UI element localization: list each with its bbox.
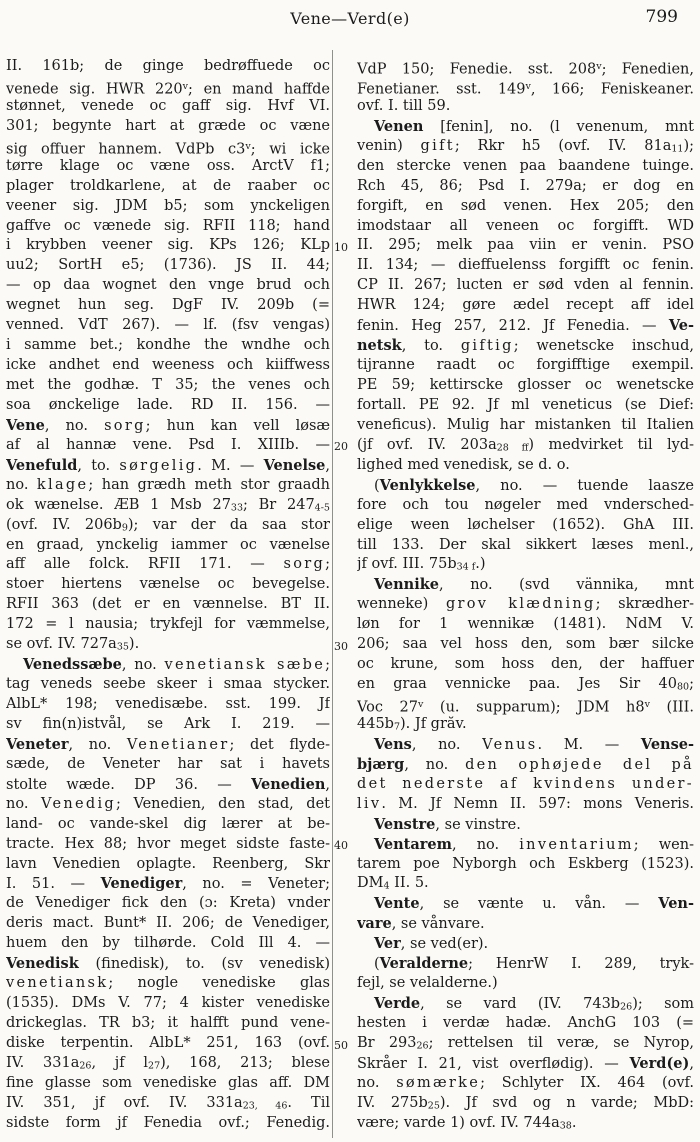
line-ref: 26: [79, 1060, 92, 1072]
line-ref: 25: [427, 1100, 440, 1112]
text-line: Venen [fenin], no. (l venenum, mnt: [374, 117, 694, 135]
right-column: [357, 57, 694, 1134]
text-line: huem den by tilhørde. Cold Ill 4. —: [6, 935, 330, 952]
text-line: fortall. PE 92. Jf ml veneticus (se Dief:: [357, 396, 694, 413]
text-line: stoer hiertens vænelse oc bevegelse.: [6, 576, 330, 593]
definition-text: sømærke: [396, 1074, 481, 1091]
headword: Venefuld: [6, 456, 78, 474]
text-line: till 133. Der skal sikkert læses menl.,: [357, 536, 694, 553]
text-line: uu2; SortH e5; (1736). JS II. 44;: [6, 257, 330, 274]
text-line: Ver, se ved(er).: [374, 935, 489, 953]
headword: Vens: [374, 735, 412, 753]
text-line: tørre klage oc væne oss. ArctV f1;: [6, 157, 330, 174]
text-line: (Venlykkelse, no. — tuende laasze: [374, 476, 694, 494]
text-line: CP II. 267; lucten er sød vden al fennin.: [357, 277, 694, 294]
text-line: netsk, to. giftig; wenetscke inschud,: [357, 337, 694, 355]
text-line: lighed med venedisk, se d. o.: [357, 456, 570, 473]
line-ref: 4-5: [314, 502, 330, 514]
definition-text: det nederste af kvindens under-: [357, 775, 694, 792]
text-line: løn for 1 wennikæ (1481). NdM V.: [357, 616, 694, 633]
text-line: (1535). DMs V. 77; 4 kister venediske: [6, 995, 330, 1012]
headword: Venen: [374, 117, 424, 135]
definition-text: sorg: [283, 556, 326, 573]
text-line: lavn Venedien oplagte. Reenberg, Skr: [6, 855, 330, 872]
text-line: ok wænelse. ÆB 1 Msb 2733; Br 2474-5: [6, 496, 330, 514]
superscript-ref: v: [418, 699, 424, 710]
text-line: aff alle folck. RFII 171. — sorg;: [6, 556, 330, 573]
text-line: PE 59; kettirscke glosser oc wenetscke: [357, 377, 694, 393]
text-line: no. Venedig; Venedien, den stad, det: [6, 795, 330, 812]
headword: Ve-: [668, 317, 694, 335]
text-line: drickeglas. TR b3; it halfft pund vene-: [6, 1015, 330, 1031]
text-line: VdP 150; Fenedie. sst. 208$^v$; Fenedien,: [357, 61, 694, 77]
definition-text: giftig: [460, 338, 514, 355]
definition-text: grov klædning: [445, 596, 596, 613]
definition-text: gift: [420, 137, 455, 154]
text-line: IV. 331a26, jf l27), 168, 213; blese: [6, 1054, 330, 1072]
text-line: Verde, se vard (IV. 743b26); som: [374, 995, 694, 1013]
text-line: Vennike, no. (svd vännika, mnt: [374, 576, 694, 594]
headword: Venstre: [374, 815, 436, 833]
text-line: wegnet hun seg. DgF IV. 209b (=: [6, 297, 330, 314]
text-line: tag veneds seebe skeer i smaa stycker.: [6, 676, 330, 693]
headword: vare: [357, 915, 392, 933]
line-ref: 26: [416, 1040, 429, 1052]
text-line: Venefuld, to. sørgelig. M. — Venelse,: [6, 456, 330, 474]
text-line: soa ønckelige lade. RD II. 156. —: [6, 396, 330, 413]
headword: Vene: [6, 416, 45, 434]
text-line: se ovf. IV. 727a35).: [6, 636, 140, 653]
text-line: deris mact. Bunt* II. 206; de Venediger,: [6, 915, 330, 932]
headword: netsk: [357, 337, 402, 355]
text-line: — op daa wognet den vnge brud och: [6, 277, 330, 294]
text-line: 301; begynte hart at græde oc væne: [6, 117, 330, 134]
text-line: forgift, en sød venen. Hex 205; den: [357, 197, 694, 214]
definition-text: venetiansk: [6, 975, 109, 992]
line-ref: 26: [620, 1001, 633, 1013]
headword: Vense-: [640, 735, 694, 753]
text-line: Voc 27$^v$ (u. supparum); JDM h8$^v$ (III.: [357, 699, 694, 715]
definition-text: Venetianer: [126, 736, 230, 753]
superscript-ref: v: [644, 699, 650, 710]
text-line: no. klage; han grædh meth stor graadh: [6, 476, 330, 493]
text-line: fenin. Heg 257, 212. Jf Fenedia. — Ve-: [357, 317, 694, 335]
text-line: AlbL* 198; venedisæbe. sst. 199. Jf: [6, 696, 330, 712]
definition-text: sørgelig: [119, 457, 198, 474]
left-column: [6, 57, 330, 1134]
text-line: 445b7). Jf grăv.: [357, 715, 467, 733]
text-line: Ventarem, no. inventarium; wen-: [374, 835, 694, 853]
text-line: venin) gift; Rkr h5 (ovf. IV. 81a11);: [357, 137, 694, 155]
text-line: den stercke venen paa baandene tuinge.: [357, 157, 694, 174]
text-line: II. 134; — dieffuelenss forgifft oc fenin.: [357, 257, 694, 274]
line-number-marker: 50: [334, 1038, 348, 1052]
headword: Venediger: [100, 875, 183, 893]
text-line: (Veralderne; HenrW I. 289, tryk-: [374, 955, 694, 973]
text-line: sig offuer hannem. VdPb c3$^v$; wi icke: [6, 140, 330, 157]
text-line: [357, 775, 694, 795]
line-number-marker: 10: [334, 240, 348, 254]
text-line: fine glasse som venediske glas aff. DM: [6, 1074, 330, 1091]
headword: Venlykkelse: [379, 476, 476, 494]
superscript-ref: v: [525, 80, 531, 92]
text-line: venetiansk; nogle venediske glas: [6, 975, 330, 992]
text-line: en graad, ynckelig iammer oc vænelse: [6, 536, 330, 553]
text-line: i samme bet.; kondhe the wndhe och: [6, 337, 330, 354]
text-line: II. 295; melk paa viin er venin. PSO: [357, 237, 694, 254]
line-ref: 9: [121, 522, 128, 534]
line-ref: 34 f: [456, 561, 476, 573]
text-line: vare, se vånvare.: [357, 915, 485, 933]
superscript-ref: v: [182, 80, 189, 92]
text-line: tracte. Hex 88; hvor meget sidste faste-: [6, 835, 330, 852]
definition-text: liv: [357, 795, 382, 812]
definition-text: venetiansk sæbe: [164, 657, 326, 674]
text-line: venned. VdT 267). — lf. (fsv vengas): [6, 317, 330, 334]
text-line: Rch 45, 86; Psd I. 279a; er dog en: [357, 177, 694, 194]
text-line: (ovf. IV. 206b9); var der da saa stor: [6, 516, 330, 534]
definition-text: inventarium: [519, 836, 634, 853]
text-line: jf ovf. III. 75b34 f.): [357, 556, 486, 573]
text-line: venede sig. HWR 220$^v$; en mand haffde: [6, 80, 330, 97]
headword: Vente: [374, 895, 420, 913]
text-line: elige ween løchelser (1652). GhA III.: [357, 516, 694, 533]
headword: Venedisk: [6, 955, 79, 973]
headword: Veralderne: [379, 955, 469, 973]
line-ref: 80: [677, 681, 690, 693]
text-line: sæde, de Veneter har sat i havets: [6, 755, 330, 772]
text-line: liv. M. Jf Nemn II. 597: mons Veneris.: [357, 795, 694, 812]
text-line: IV. 275b25). Jf svd og n varde; MbD:: [357, 1094, 694, 1112]
text-line: IV. 351, jf ovf. IV. 331a23, 46. Til: [6, 1094, 330, 1112]
text-line: Br 29326; rettelsen til veræ, se Nyrop,: [357, 1034, 694, 1052]
text-line: af al hannæ vene. Psd I. XIIIb. —: [6, 436, 330, 453]
text-line: Venstre, se vinstre.: [374, 815, 521, 833]
line-ref: 23, 46: [242, 1100, 288, 1112]
text-line: DM4 II. 5.: [357, 875, 429, 892]
headword: Verd(e): [629, 1054, 690, 1072]
text-line: RFII 363 (det er en vænnelse. BT II.: [6, 596, 330, 613]
text-line: plager troldkarlene, at de raaber oc: [6, 177, 330, 194]
headword: Ventarem: [374, 835, 452, 853]
line-ref: 11: [671, 143, 684, 155]
text-line: bjærg, no. den ophøjede del på: [357, 755, 694, 773]
headword: Venelse: [263, 456, 326, 474]
running-head-title: Vene—Verd(e): [290, 9, 410, 28]
text-line: (jf ovf. IV. 203a28 ff) medvirket til lyd-: [357, 436, 694, 454]
line-ref: 7: [393, 721, 401, 733]
line-ref: 38: [559, 1120, 572, 1132]
line-ref: 28 ff: [496, 442, 529, 454]
text-line: veneficus). Mulig har mistanken til Italien: [357, 416, 694, 433]
line-ref: 35: [116, 641, 129, 653]
line-ref: 33: [230, 502, 244, 514]
text-line: Fenetianer. sst. 149$^v$, 166; Feniskeaner.: [357, 80, 694, 97]
text-line: 172 = l nausia; trykfejl for væmmelse,: [6, 616, 330, 633]
superscript-ref: v: [596, 61, 602, 72]
text-line: stolte wæde. DP 36. — Venedien,: [6, 775, 330, 793]
text-line: hesten i verdæ hadæ. AnchG 103 (=: [357, 1015, 694, 1031]
text-line: imodstaar all veneen oc forgifft. WD: [357, 217, 694, 234]
text-line: icke andhet end weeness och kiiffwess: [6, 357, 330, 374]
text-line: de Venediger fick den (ɔ: Kreta) vnder: [6, 895, 330, 912]
text-line: no. sømærke; Schlyter IX. 464 (ovf.: [357, 1074, 694, 1091]
text-line: ovf. I. till 59.: [357, 97, 451, 114]
line-ref: 27: [148, 1060, 161, 1072]
text-line: tijranne raadt oc forgifftige exempil.: [357, 357, 694, 374]
text-line: diske terpentin. AlbL* 251, 163 (ovf.: [6, 1034, 330, 1051]
definition-text: Venedig: [41, 795, 116, 812]
line-number-marker: 40: [334, 839, 348, 853]
text-line: II. 161b; de ginge bedrøffuede oc: [6, 58, 330, 74]
text-line: sidste form jf Fenedia ovf.; Fenedig.: [6, 1114, 330, 1131]
text-line: Vene, no. sorg; hun kan vell løsæ: [6, 416, 330, 434]
text-line: Venedisk (finedisk), to. (sv venedisk): [6, 955, 330, 973]
text-line: gaffve oc vænede sig. RFII 118; hand: [6, 217, 330, 234]
headword: bjærg: [357, 755, 405, 773]
line-number-marker: 30: [334, 639, 348, 653]
text-line: fore och tou nøgeler med vndersched-: [357, 496, 694, 513]
text-line: Venedssæbe, no. venetiansk sæbe;: [23, 656, 330, 674]
text-line: en graa vennicke paa. Jes Sir 4080;: [357, 676, 694, 693]
text-line: fejl, se velalderne.): [357, 975, 498, 992]
definition-text: Venus: [482, 736, 538, 753]
definition-text: sorg: [104, 417, 146, 434]
headword: Venedssæbe: [23, 656, 122, 674]
definition-text: klage: [36, 476, 89, 493]
line-number-marker: 20: [334, 440, 348, 454]
column-divider: [332, 50, 333, 1138]
text-line: 206; saa vel hoss den, som bær silcke: [357, 636, 694, 653]
definition-text: den ophøjede del på: [465, 756, 694, 773]
headword: Ver: [374, 935, 401, 953]
text-line: stønnet, venede oc gaff sig. Hvf VI.: [6, 97, 330, 114]
page-number: 799: [645, 7, 678, 27]
text-line: met the godhæ. T 35; the venes och: [6, 377, 330, 393]
text-line: Vens, no. Venus. M. — Vense-: [374, 735, 694, 753]
text-line: være; varde 1) ovf. IV. 744a38.: [357, 1114, 577, 1132]
headword: Veneter: [6, 735, 69, 753]
text-line: land- oc vande-skel dig lærer at be-: [6, 815, 330, 832]
text-line: sv fin(n)istvål, se Ark I. 219. —: [6, 715, 330, 732]
superscript-ref: v: [245, 140, 251, 152]
text-line: i krybben veener sig. KPs 126; KLp: [6, 237, 330, 254]
headword: Ven-: [658, 895, 694, 913]
text-line: Skråer I. 21, vist overflødig). — Verd(e),: [357, 1054, 694, 1072]
headword: Vennike: [374, 576, 440, 594]
text-line: tarem poe Nyborgh och Eskberg (1523).: [357, 855, 694, 872]
text-line: wenneke) grov klædning; skrædher-: [357, 596, 694, 613]
text-line: Veneter, no. Venetianer; det flyde-: [6, 735, 330, 753]
text-line: veener sig. JDM b5; som ynckeligen: [6, 197, 330, 214]
headword: Verde: [374, 995, 421, 1013]
text-line: I. 51. — Venediger, no. = Veneter;: [6, 875, 330, 893]
text-line: oc krune, som hoss den, der haffuer: [357, 656, 694, 673]
headword: Venedien: [251, 775, 326, 793]
text-line: Vente, se vænte u. vån. — Ven-: [374, 895, 694, 913]
text-line: HWR 124; gøre ædel recept aff idel: [357, 297, 694, 314]
line-ref: 4: [383, 880, 390, 892]
